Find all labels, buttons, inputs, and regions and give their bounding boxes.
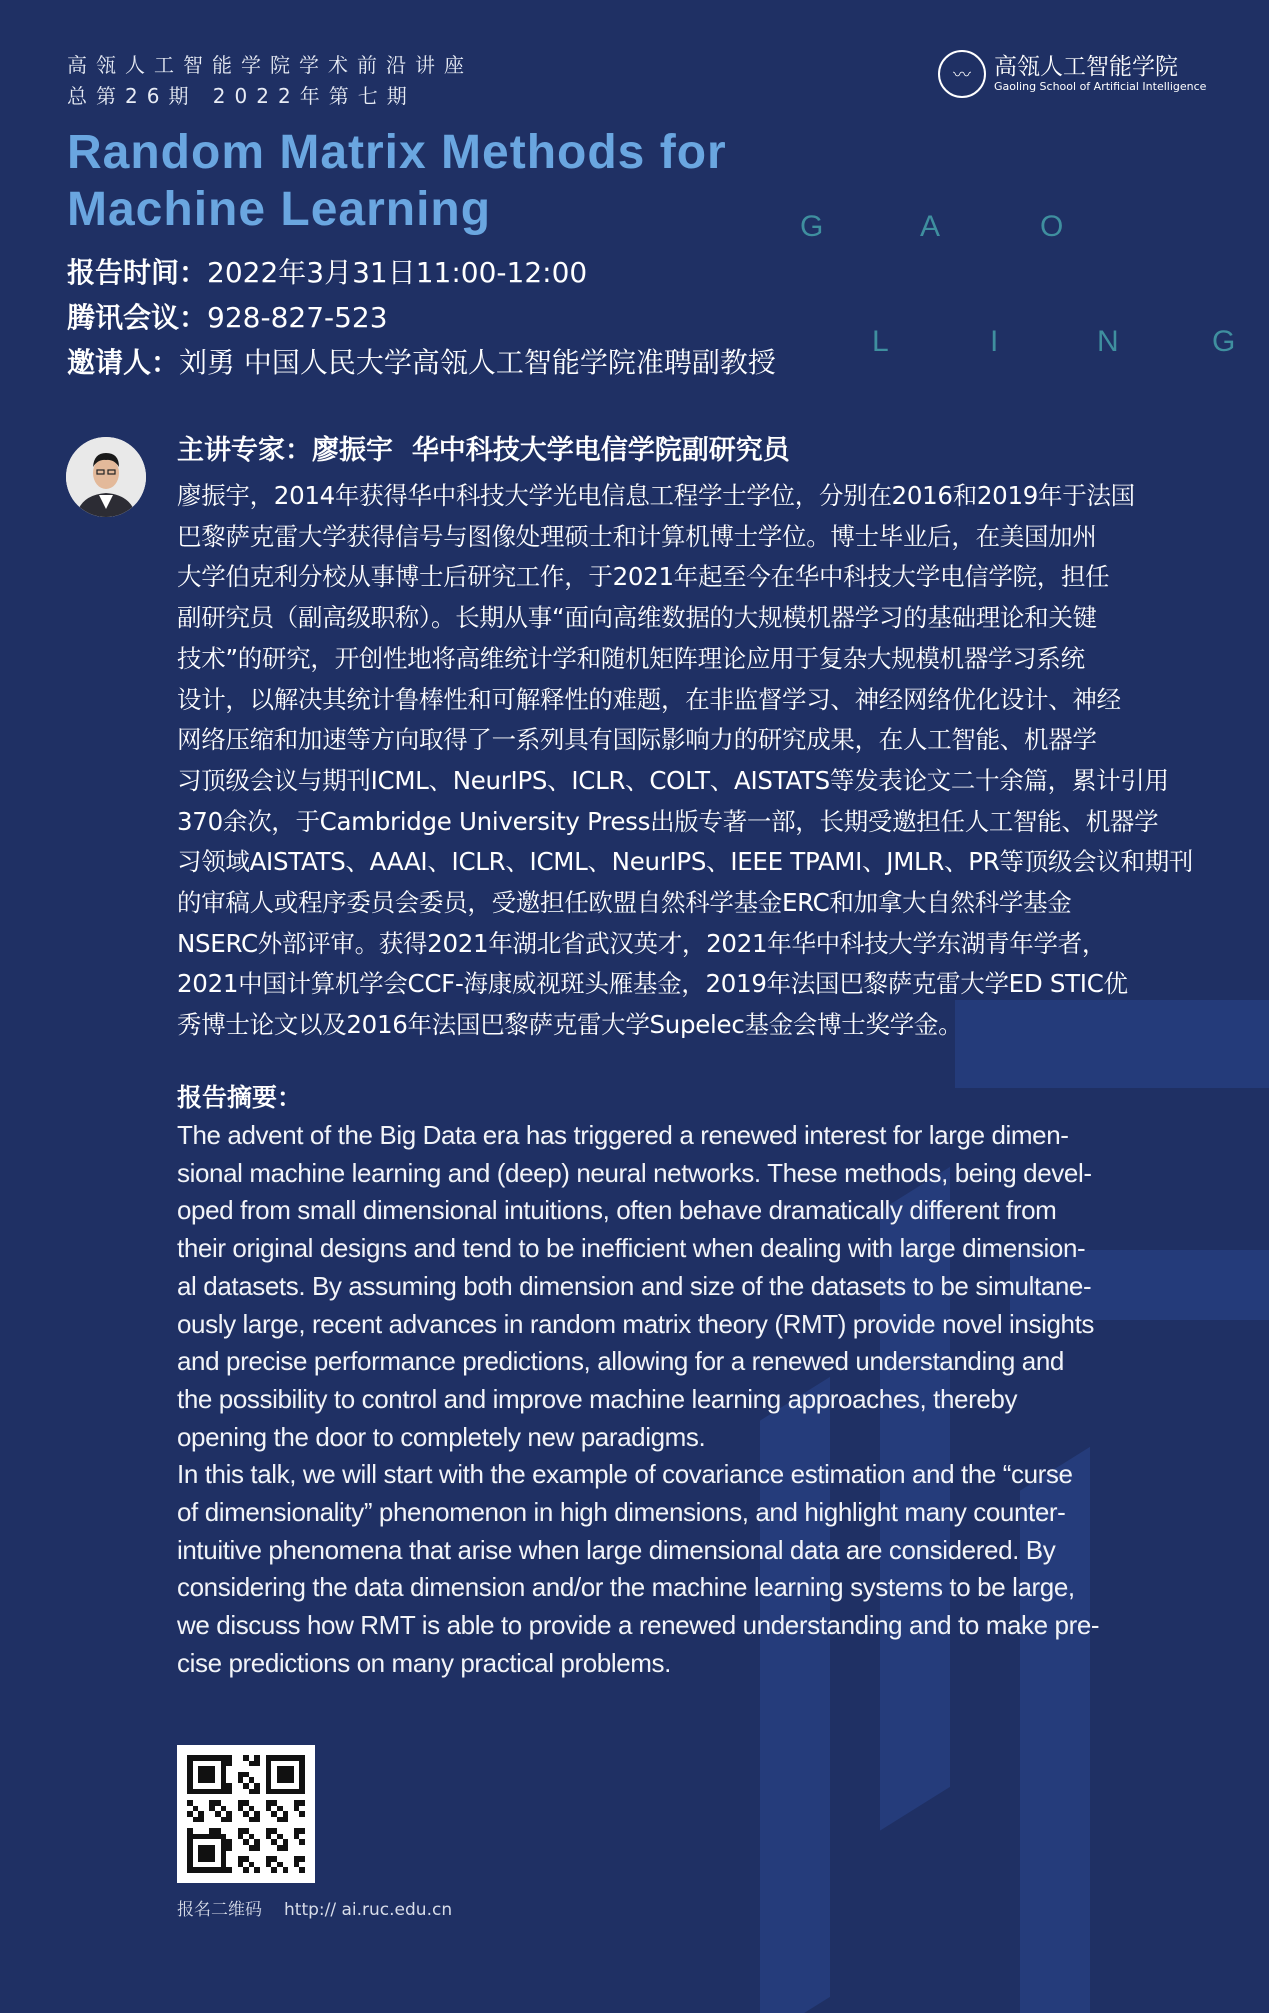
lecture-title: [67, 124, 727, 238]
decor-letter: L: [872, 325, 889, 358]
title-line: Random Matrix Methods for: [67, 126, 727, 179]
bio-line: 网络压缩和加速等方向取得了一系列具有国际影响力的研究成果，在人工智能、机器学: [177, 725, 1097, 755]
bio-line: 技术”的研究，开创性地将高维统计学和随机矩阵理论应用于复杂大规模机器学习系统: [177, 643, 1085, 673]
speaker-bio: [177, 476, 1194, 1046]
bio-line: 巴黎萨克雷大学获得信号与图像处理硕士和计算机博士学位。博士毕业后，在美国加州: [177, 521, 1097, 551]
abstract-body: [177, 1117, 1182, 1683]
series-name: 高瓴人工智能学院学术前沿讲座: [67, 53, 473, 77]
speaker-title: 华中科技大学电信学院副研究员: [411, 435, 790, 466]
qr-pattern: [187, 1755, 305, 1873]
abstract-line: intuitive phenomena that arise when large dimensional data are considered. By: [177, 1534, 1056, 1565]
abstract-line: opening the door to completely new paradigms.: [177, 1421, 706, 1452]
logo-cn-name: 高瓴人工智能学院: [994, 54, 1178, 80]
bio-line: 370余次，于Cambridge University Press出版专著一部，长期受邀担任人工智能、机器学: [177, 806, 1159, 836]
qr-module: [299, 1867, 305, 1873]
series-issue: 总第26期 2022年第七期: [67, 84, 416, 108]
abstract-line: the possibility to control and improve machine learning approaches, thereby: [177, 1383, 1018, 1414]
meeting-label: 腾讯会议：: [67, 301, 208, 334]
qr-caption: 报名二维码: [177, 1900, 262, 1920]
bio-line: 秀博士论文以及2016年法国巴黎萨克雷大学Supelec基金会博士奖学金。: [177, 1010, 963, 1040]
abstract-heading: 报告摘要：: [177, 1083, 303, 1112]
abstract-line: considering the data dimension and/or the machine learning systems to be large,: [177, 1572, 1075, 1603]
speaker-avatar: [66, 437, 146, 517]
abstract-line: oped from small dimensional intuitions, often behave dramatically different from: [177, 1195, 1057, 1226]
bio-line: 廖振宇，2014年获得华中科技大学光电信息工程学士学位，分别在2016和2019年于法国: [177, 481, 1135, 510]
footer: [177, 1895, 452, 1920]
abstract-line: sional machine learning and (deep) neural networks. These methods, being devel-: [177, 1157, 1092, 1188]
abstract-line: al datasets. By assuming both dimension and size of the datasets to be simultane-: [177, 1270, 1092, 1301]
decor-letter: I: [990, 325, 999, 358]
abstract-line: The advent of the Big Data era has triggered a renewed interest for large dimen-: [177, 1120, 1069, 1150]
decor-letter: N: [1097, 325, 1119, 358]
host-value: 刘勇 中国人民大学高瓴人工智能学院准聘副教授: [179, 346, 776, 379]
lecture-series-header: [67, 50, 473, 112]
decor-letter: O: [1040, 210, 1064, 243]
time-label: 报告时间：: [67, 256, 208, 289]
registration-qr-code[interactable]: [177, 1745, 315, 1883]
abstract-line: and precise performance predictions, allowing for a renewed understanding and: [177, 1346, 1064, 1377]
speaker-heading: [177, 430, 1182, 472]
school-seal-icon: 〰: [938, 50, 986, 98]
bio-line: 习领域AISTATS、AAAI、ICLR、ICML、NeurIPS、IEEE TPAMI、JMLR、PR等顶级会议和期刊: [177, 847, 1194, 877]
abstract-line: we discuss how RMT is able to provide a renewed understanding and to make pre-: [177, 1610, 1100, 1641]
bio-line: 2021中国计算机学会CCF-海康威视斑头雁基金，2019年法国巴黎萨克雷大学ED STIC优: [177, 969, 1128, 999]
event-details: [67, 250, 776, 385]
bio-line: 的审稿人或程序委员会委员，受邀担任欧盟自然科学基金ERC和加拿大自然科学基金: [177, 888, 1072, 918]
bio-line: 大学伯克利分校从事博士后研究工作，于2021年起至今在华中科技大学电信学院，担任: [177, 562, 1110, 592]
decor-letter: G: [800, 210, 824, 243]
time-value: 2022年3月31日11:00-12:00: [207, 256, 588, 289]
abstract-line: In this talk, we will start with the example of covariance estimation and the “curse: [177, 1459, 1073, 1490]
event-time: [67, 250, 776, 295]
bio-line: 习顶级会议与期刊ICML、NeurIPS、ICLR、COLT、AISTATS等发表论文二十余篇，累计引用: [177, 765, 1169, 795]
host-label: 邀请人：: [67, 346, 180, 379]
abstract-line: their original designs and tend to be inefficient when dealing with large dimension-: [177, 1233, 1086, 1264]
meeting-id: [67, 295, 776, 340]
bio-line: 副研究员（副高级职称）。长期从事“面向高维数据的大规模机器学习的基础理论和关键: [177, 603, 1097, 633]
title-line: Machine Learning: [67, 183, 492, 236]
event-host: [67, 340, 776, 385]
speaker-label: 主讲专家：: [177, 435, 312, 466]
decor-letter: A: [920, 210, 941, 243]
abstract-line: of dimensionality” phenomenon in high dimensions, and highlight many counter-: [177, 1497, 1066, 1528]
decor-letter: G: [1212, 325, 1236, 358]
logo-en-name: Gaoling School of Artificial Intelligence: [994, 80, 1207, 93]
abstract-line: cise predictions on many practical problems.: [177, 1647, 671, 1678]
school-logo: [938, 50, 1206, 98]
bio-line: 设计，以解决其统计鲁棒性和可解释性的难题，在非监督学习、神经网络优化设计、神经: [177, 684, 1121, 714]
abstract-line: ously large, recent advances in random matrix theory (RMT) provide novel insights: [177, 1308, 1095, 1339]
bio-line: NSERC外部评审。获得2021年湖北省武汉英才，2021年华中科技大学东湖青年学者，: [177, 928, 1107, 958]
speaker-name: 廖振宇: [312, 435, 393, 466]
website-link[interactable]: http:// ai.ruc.edu.cn: [284, 1900, 453, 1920]
meeting-value: 928-827-523: [207, 301, 388, 334]
